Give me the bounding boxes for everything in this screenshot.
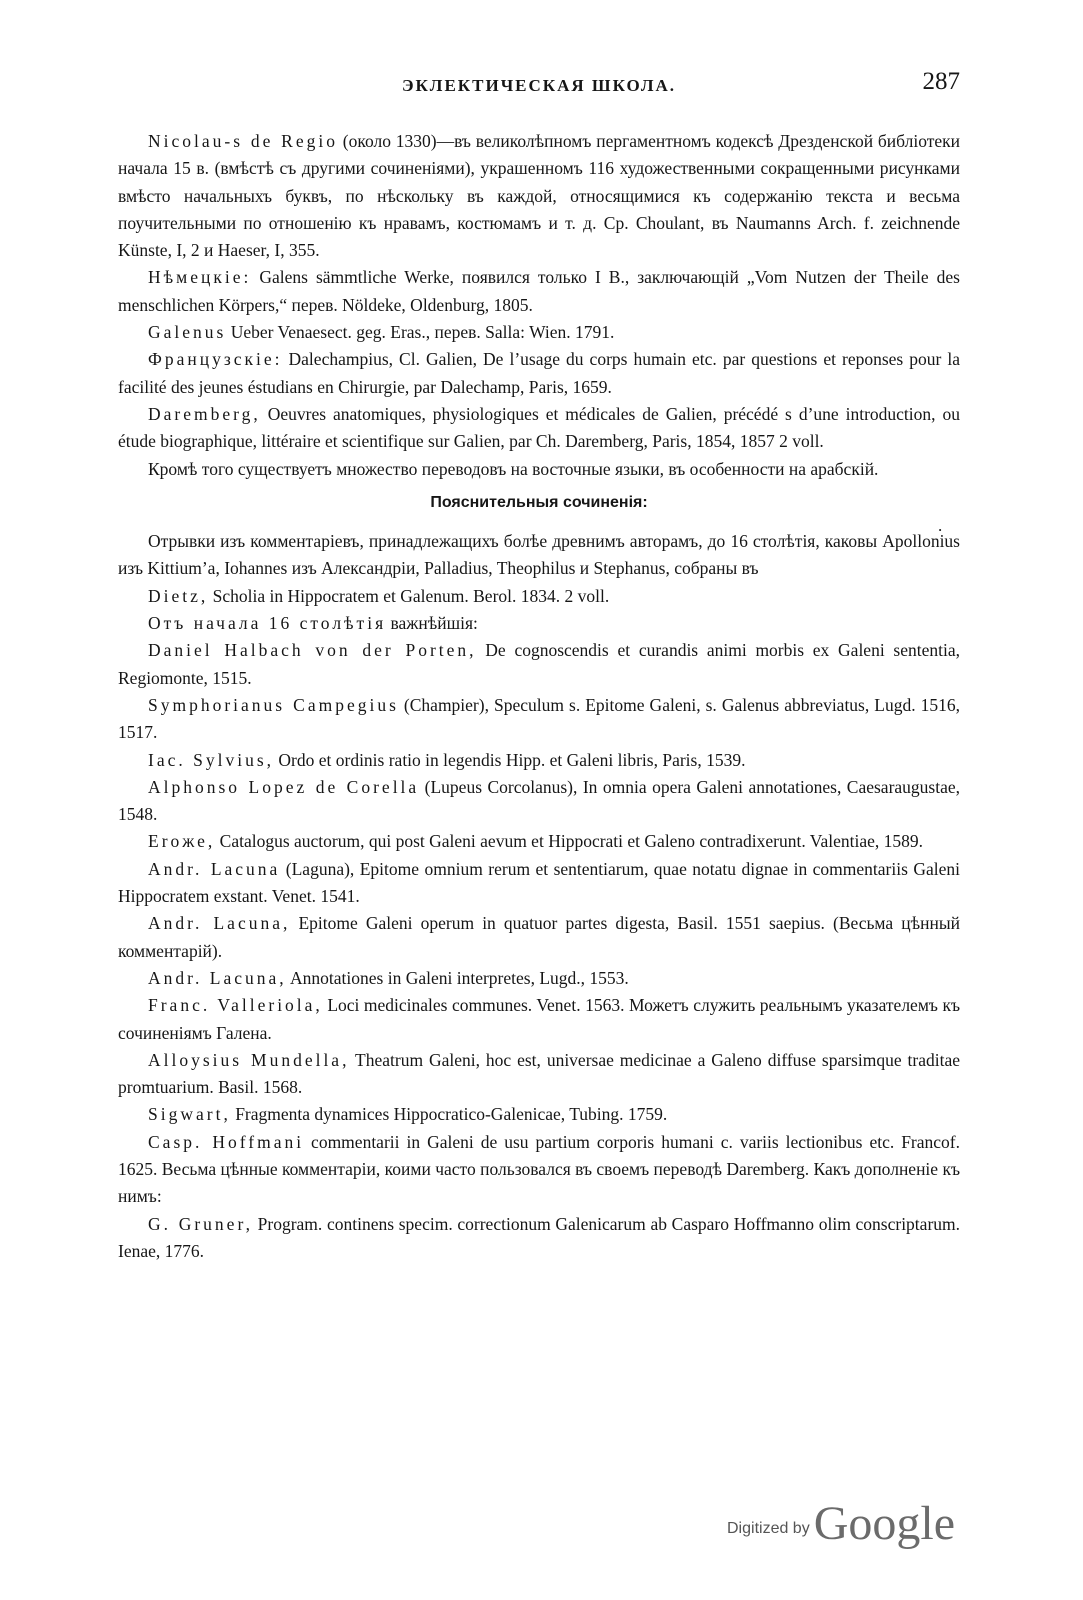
google-logo: Google [813,1497,956,1550]
paragraph-text: Dalechampius, Cl. Galien, De l’usage du corps humain etc. par questions et reponses pour la facilité des jeunes éstudians en Chirurgie, par Dalechamp, Paris, 1659. [118,349,960,397]
paragraph [118,992,960,1047]
running-title: ЭКЛЕКТИЧЕСКАЯ ШКОЛА. [401,76,677,95]
paragraph [118,319,960,346]
paragraph-lead: Alphonso Lopez de Corella [148,776,420,797]
paragraph [118,965,960,992]
paragraph [118,828,960,855]
paragraph-lead: Отъ начала 16 столѣтія [148,613,387,634]
paragraph [118,456,960,483]
paragraph-lead: Нѣмецкіе: [148,267,252,288]
paragraph [118,856,960,911]
paragraph-lead: Andr. Lacuna, [148,913,291,934]
paragraph-lead: Casp. Hoffmani [148,1131,305,1152]
margin-mark: . [938,516,943,535]
paragraph [118,910,960,965]
paragraph [118,610,960,637]
paragraph [118,346,960,401]
paragraph-text: (Champier), Speculum s. Epitome Galeni, s. Galenus abbreviatus, Lugd. 1516, 1517. [118,694,960,743]
paragraph-text: Epitome Galeni operum in quatuor partes digesta, Basil. 1551 saepius. (Весьма цѣнный комментарій). [118,913,960,961]
paragraph-text: Oeuvres anatomiques, physiologiques et médicales de Galien, précédé s d’une introduction, ou étude biographique, littéraire et scientifique sur Galien, par Ch. Daremberg, Paris, 1854, 1857 2 voll. [118,403,960,452]
paragraph-text: (Lupeus Corcolanus), In omnia opera Galeni annotationes, Caesaraugustae, 1548. [118,776,961,825]
paragraph [118,583,960,610]
paragraph-text: Отрывки изъ комментаріевъ, принадлежащихъ болѣе древнимъ авторамъ, до 16 столѣтія, каковы Apollonius изъ Kittium’a, Iohannes изъ Александріи, Palladius, Theophilus и Stephanus, собраны въ [118,531,960,579]
paragraph [118,528,960,583]
paragraph [118,774,960,829]
paragraph-text: Galens sämmtliche Werke, появился только I В., заключающій „Vom Nutzen der Theile des menschlichen Körpers,“ перев. Nöldeke, Oldenburg, 1805. [118,267,960,315]
paragraph [118,128,960,264]
paragraph-text: Ueber Venaesect. geg. Eras., перев. Salla: Wien. 1791. [226,322,615,343]
page-header [118,68,960,108]
paragraph-lead: Daremberg, [148,403,261,424]
paragraph [118,1047,960,1102]
paragraph-text: Ordo et ordinis ratio in legendis Hipp. et Galeni libris, Paris, 1539. [274,749,746,770]
paragraph-text: (Laguna), Epitome omnium rerum et sententiarum, quae notatu dignae in commentariis Galeni Hippocratem exstant. Venet. 1541. [118,858,960,907]
paragraph [118,747,960,774]
paragraph-lead: Sigwart, [148,1104,231,1125]
paragraph-text: commentarii in Galeni de usu partium corporis humani c. variis lectionibus etc. Francof. 1625. Весьма цѣнные комментаріи, коими часто пользовался въ своемъ переводѣ Daremberg. Какъ дополненіе къ нимъ: [118,1131,960,1207]
paragraph-lead: Alloysius Mundella, [148,1049,350,1070]
paragraph-lead: Symphorianus Campegius [148,694,399,715]
paragraph-text: важнѣйшія: [386,613,478,634]
paragraph-lead: Andr. Lacuna [148,858,281,879]
paragraph-lead: Andr. Lacuna, [148,967,287,988]
digitized-by-label: Digitized by [727,1520,810,1537]
page-body [118,128,960,1265]
paragraph-lead: Galenus [148,322,227,343]
page-number: 287 [922,68,960,95]
paragraph [118,401,960,456]
commentaries-block [118,528,960,1265]
paragraph-text: Theatrum Galeni, hoc est, universae medicinae a Galeno diffuse sparsimque traditae promtuarium. Basil. 1568. [118,1049,960,1098]
section-heading: Пояснительныя сочиненія: [430,493,648,511]
paragraph-lead: Daniel Halbach von der Porten, [148,640,477,661]
paragraph-lead: Dietz, [148,585,209,606]
paragraph-lead: Eroже, [148,831,216,852]
paragraph-text: Loci medicinales communes. Venet. 1563. Можетъ служить реальнымъ указателемъ къ сочиненіямъ Галена. [118,995,960,1043]
paragraph [118,264,960,319]
paragraph-lead: Iac. Sylvius, [148,749,275,770]
paragraph-text: Кромѣ того существуетъ множество переводовъ на восточные языки, въ особенности на арабскій. [148,458,879,479]
paragraph [118,1211,960,1266]
translations-block [118,128,960,483]
paragraph-text: (около 1330)—въ великолѣпномъ пергаментномъ кодексѣ Дрезденской библіотеки начала 15 в. (вмѣстѣ съ другими сочиненіями), украшенномъ 116 художественными сокращенными рисунками вмѣсто начальныхъ буквъ, по нѣскольку въ каждой, относящимися къ содержанію текста и весьма поучительными по отношенію къ нравамъ, костюмамъ и т. д. Ср. Choulant, въ Naumanns Arch. f. zeichnende Künste, I, 2 и Haeser, I, 355. [118,131,960,261]
paragraph-lead: Franc. Valleriola, [148,995,323,1016]
paragraph-lead: G. Gruner, [148,1213,253,1234]
paragraph [118,1101,960,1128]
paragraph [118,1129,960,1211]
paragraph-text: Program. continens specim. correctionum Galenicarum ab Casparo Hoffmanno olim conscriptarum. Ienae, 1776. [118,1213,961,1261]
paragraph [118,692,960,747]
paragraph-text: Fragmenta dynamices Hippocratico-Galenicae, Tubing. 1759. [230,1104,668,1125]
paragraph-text: Catalogus auctorum, qui post Galeni aevum et Hippocrati et Galeno contradixerunt. Valentiae, 1589. [215,831,924,852]
paragraph-text: Scholia in Hippocratem et Galenum. Berol. 1834. 2 voll. [208,585,610,606]
paragraph-lead: Французскіе: [148,349,283,370]
paragraph-text: Annotationes in Galeni interpretes, Lugd., 1553. [286,967,629,988]
digitization-footer [727,1488,955,1548]
paragraph-lead: Nicolau-s de Regio [148,131,338,151]
paragraph-text: De cognoscendis et curandis animi morbis ex Galeni sententia, Regiomonte, 1515. [118,640,961,688]
paragraph [118,637,960,692]
